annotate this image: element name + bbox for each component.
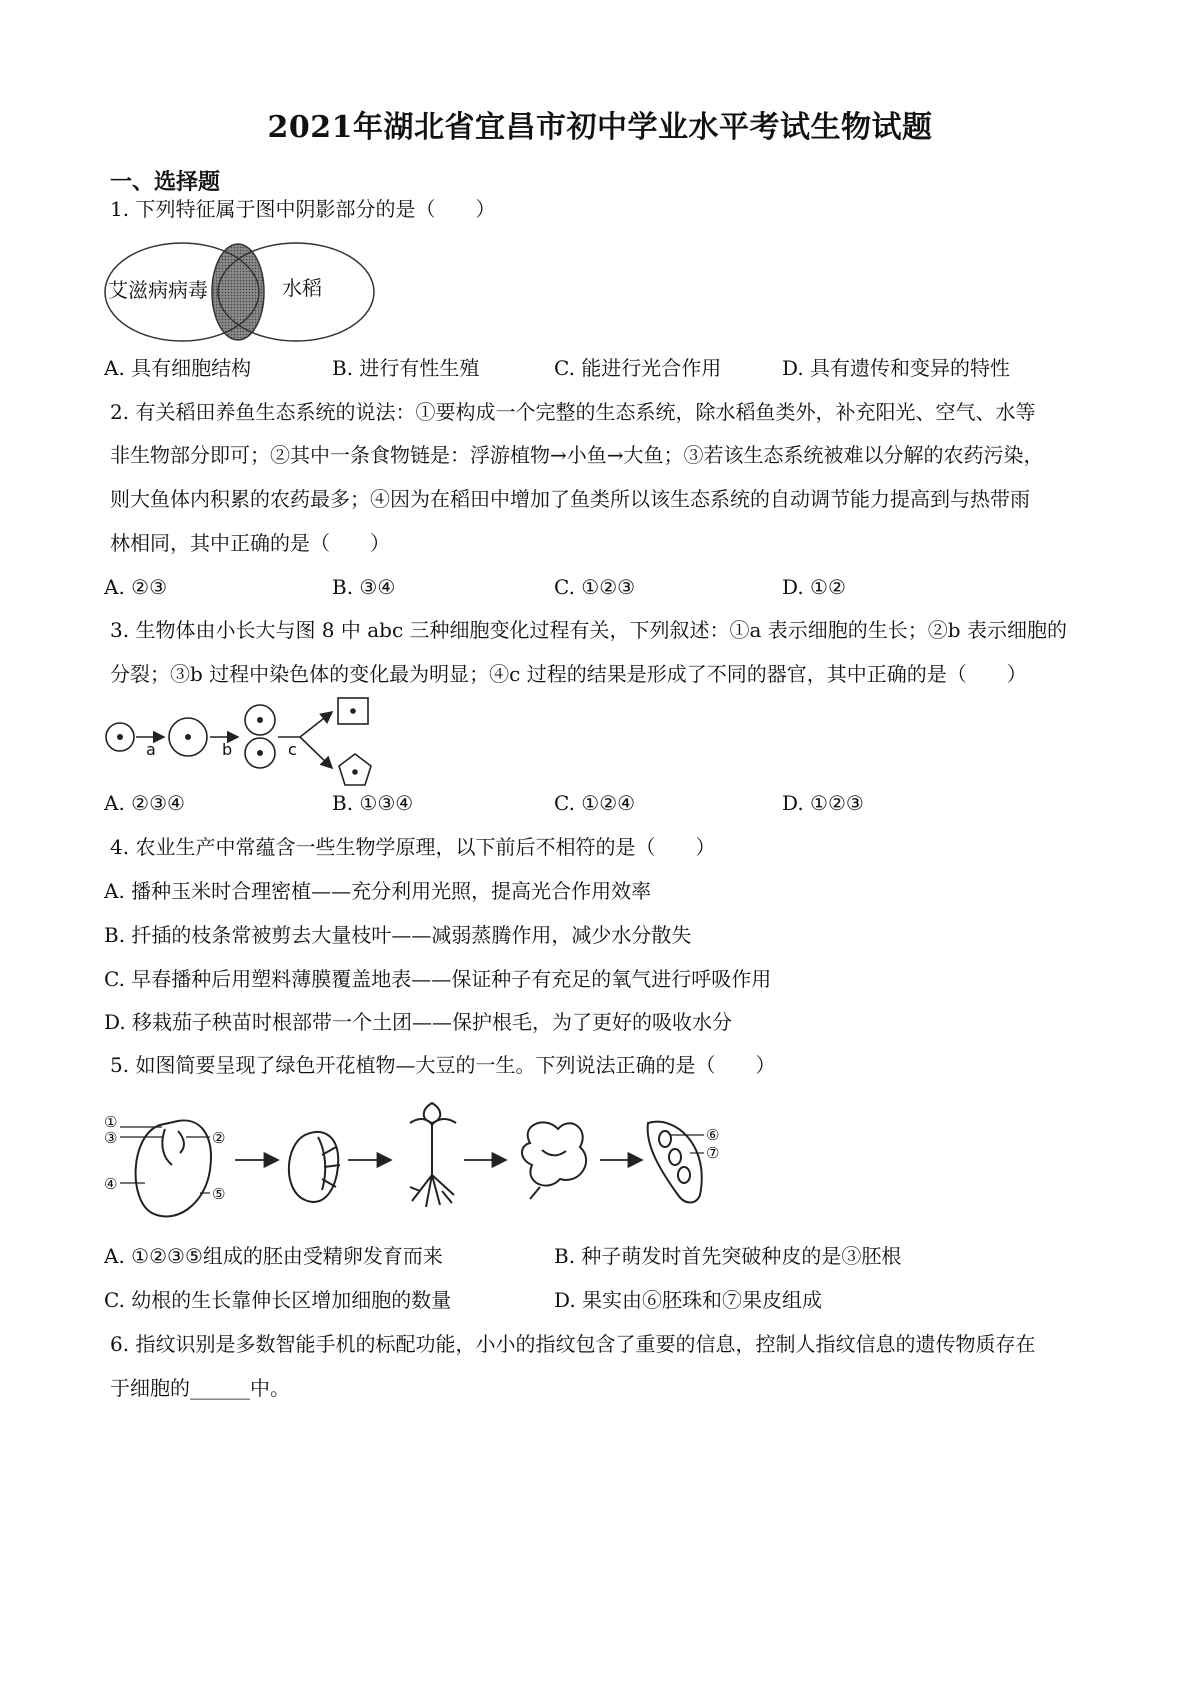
label-b: b [222,740,233,759]
label-3: ③ [104,1129,118,1147]
seed-drawing [136,1120,211,1216]
q3-option-d: D. ①②③ [782,791,864,815]
question-4-stem: 4. 农业生产中常蕴含一些生物学原理，以下前后不相符的是（ ） [110,835,716,859]
q2-option-d: D. ①② [782,575,846,599]
cell-grown [169,718,207,756]
q1-option-c: C. 能进行光合作用 [554,356,722,380]
venn-diagram [104,240,376,348]
question-2-line-3: 则大鱼体内积累的农药最多；④因为在稻田中增加了鱼类所以该生态系统的自动调节能力提高到与热带雨 [110,487,1030,511]
q4-option-a: A. 播种玉米时合理密植——充分利用光照，提高光合作用效率 [104,879,652,903]
q1-option-d: D. 具有遗传和变异的特性 [782,356,1011,380]
label-a: a [146,740,156,759]
question-2-line-2: 非生物部分即可；②其中一条食物链是：浮游植物→小鱼→大鱼；③若该生态系统被难以分解的农药污染， [110,443,1044,467]
label-2: ② [212,1129,226,1147]
label-c: c [288,740,297,759]
q5-option-a: A. ①②③⑤组成的胚由受精卵发育而来 [104,1244,443,1268]
q3-option-b: B. ①③④ [332,791,414,815]
cells-divided [245,705,275,768]
q2-option-c: C. ①②③ [554,575,636,599]
q1-option-a: A. 具有细胞结构 [104,356,252,380]
label-6: ⑥ [706,1126,720,1144]
cell-small [106,723,134,751]
label-1: ① [104,1113,118,1131]
question-1-stem: 1. 下列特征属于图中阴影部分的是（ ） [110,197,496,221]
q4-option-c: C. 早春播种后用塑料薄膜覆盖地表——保证种子有充足的氧气进行呼吸作用 [104,967,772,991]
q3-option-a: A. ②③④ [104,791,185,815]
section-heading: 一、选择题 [110,169,221,195]
page-title: 2021年湖北省宜昌市初中学业水平考试生物试题 [267,110,933,145]
soybean-lifecycle-diagram [100,1095,740,1229]
q5-option-d: D. 果实由⑥胚珠和⑦果皮组成 [554,1288,823,1312]
seedling-drawing [410,1103,456,1207]
q4-option-b: B. 扦插的枝条常被剪去大量枝叶——减弱蒸腾作用，减少水分散失 [104,923,692,947]
question-6-line-1: 6. 指纹识别是多数智能手机的标配功能，小小的指纹包含了重要的信息，控制人指纹信息的遗传物质存在 [110,1332,1036,1356]
q4-option-d: D. 移栽茄子秧苗时根部带一个土团——保护根毛，为了更好的吸收水分 [104,1010,733,1034]
q2-option-b: B. ③④ [332,575,396,599]
q3-option-c: C. ①②④ [554,791,636,815]
question-6-line-2: 于细胞的______中。 [110,1376,290,1400]
label-7: ⑦ [706,1144,720,1162]
venn-right-label: 水稻 [282,276,322,300]
label-4: ④ [104,1175,118,1193]
q1-option-b: B. 进行有性生殖 [332,356,480,380]
cell-square [338,698,368,724]
label-5: ⑤ [212,1185,226,1203]
question-5-stem: 5. 如图简要呈现了绿色开花植物—大豆的一生。下列说法正确的是（ ） [110,1053,776,1077]
venn-left-label: 艾滋病病毒 [108,278,208,302]
flower-drawing [522,1122,586,1199]
cell-change-diagram [100,690,400,794]
seed-pointer-lines [120,1127,210,1193]
question-3-line-1: 3. 生物体由小长大与图 8 中 abc 三种细胞变化过程有关，下列叙述：①a 表示细胞的生长；②b 表示细胞的 [110,618,1067,642]
question-2-line-4: 林相同，其中正确的是（ ） [110,531,390,555]
germinating-seed-drawing [289,1132,340,1202]
q2-option-a: A. ②③ [104,575,168,599]
cell-pentagon [339,754,371,785]
question-2-line-1: 2. 有关稻田养鱼生态系统的说法：①要构成一个完整的生态系统，除水稻鱼类外，补充阳光、空气、水等 [110,400,1036,424]
pod-drawing [648,1122,702,1203]
question-3-line-2: 分裂；③b 过程中染色体的变化最为明显；④c 过程的结果是形成了不同的器官，其中正确的是（ ） [110,662,1027,686]
q5-option-b: B. 种子萌发时首先突破种皮的是③胚根 [554,1244,902,1268]
q5-option-c: C. 幼根的生长靠伸长区增加细胞的数量 [104,1288,452,1312]
